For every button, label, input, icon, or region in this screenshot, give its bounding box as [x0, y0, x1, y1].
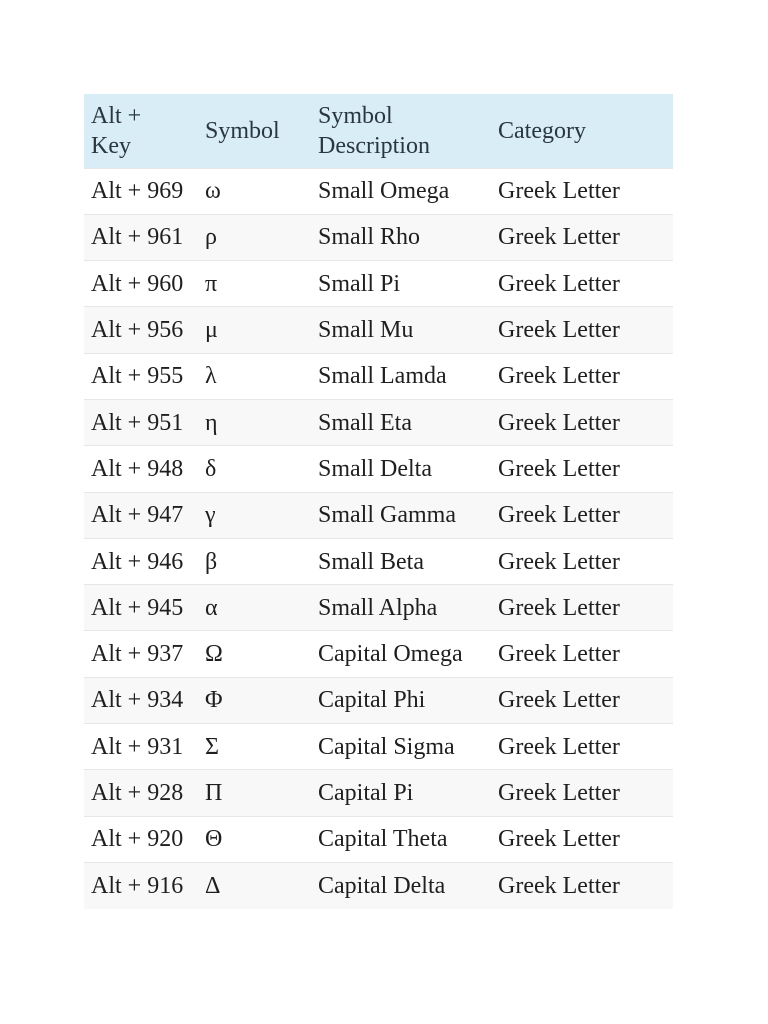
symbol-cell: λ [205, 363, 217, 390]
category-cell: Greek Letter [498, 687, 620, 714]
category-cell: Greek Letter [498, 872, 620, 899]
description-cell: Small Gamma [318, 502, 456, 529]
table-row [84, 168, 673, 214]
table-row [84, 353, 673, 399]
description-cell: Small Omega [318, 178, 450, 205]
symbol-cell: π [205, 270, 218, 297]
alt-key-cell: Alt + 937 [91, 641, 184, 668]
header-alt-key: Alt + Key [91, 102, 142, 159]
category-cell: Greek Letter [498, 409, 620, 436]
symbol-cell: β [205, 548, 218, 575]
category-cell: Greek Letter [498, 780, 620, 806]
description-cell: Small Pi [318, 270, 401, 297]
category-cell: Greek Letter [498, 270, 620, 297]
table-row [84, 307, 673, 353]
category-cell: Greek Letter [498, 548, 620, 575]
alt-key-cell: Alt + 934 [91, 687, 184, 714]
alt-key-cell: Alt + 955 [91, 363, 184, 390]
description-cell: Small Delta [318, 455, 432, 482]
table-row [84, 538, 673, 584]
symbol-cell: Π [205, 780, 223, 806]
table-row [84, 770, 673, 816]
table-row [84, 492, 673, 538]
description-cell: Capital Theta [318, 826, 448, 853]
alt-key-cell: Alt + 947 [91, 502, 184, 529]
alt-key-cell: Alt + 948 [91, 455, 184, 482]
category-cell: Greek Letter [498, 363, 620, 390]
symbol-cell: δ [205, 455, 217, 482]
alt-key-cell: Alt + 960 [91, 270, 184, 297]
category-cell: Greek Letter [498, 224, 620, 251]
symbol-cell: Δ [205, 872, 221, 899]
header-row [84, 94, 673, 168]
alt-key-cell: Alt + 951 [91, 409, 184, 436]
description-cell: Small Mu [318, 317, 414, 344]
symbol-cell: η [205, 409, 218, 436]
description-cell: Capital Delta [318, 872, 446, 899]
category-cell: Greek Letter [498, 733, 620, 760]
description-cell: Capital Omega [318, 641, 463, 668]
alt-key-cell: Alt + 931 [91, 733, 184, 760]
symbol-cell: Θ [205, 826, 223, 853]
header-symbol: Symbol [205, 117, 280, 144]
symbol-cell: Ω [205, 641, 223, 668]
table-row [84, 399, 673, 445]
category-cell: Greek Letter [498, 502, 620, 529]
table-header [84, 94, 673, 168]
category-cell: Greek Letter [498, 317, 620, 344]
category-cell: Greek Letter [498, 594, 620, 621]
table-row [84, 631, 673, 677]
description-cell: Small Lamda [318, 363, 447, 390]
alt-key-cell: Alt + 945 [91, 594, 184, 621]
header-symbol-description: Symbol Description [318, 102, 430, 159]
category-cell: Greek Letter [498, 455, 620, 482]
alt-code-table-container [84, 94, 673, 909]
symbol-cell: ρ [205, 224, 217, 251]
symbol-cell: Σ [205, 733, 219, 760]
table-row [84, 677, 673, 723]
table-row [84, 585, 673, 631]
category-cell: Greek Letter [498, 826, 620, 853]
table-row [84, 261, 673, 307]
table-row [84, 446, 673, 492]
description-cell: Small Rho [318, 224, 421, 251]
symbol-cell: γ [205, 502, 216, 529]
alt-code-table [84, 94, 673, 909]
category-cell: Greek Letter [498, 178, 620, 205]
description-cell: Capital Pi [318, 780, 414, 806]
description-cell: Capital Phi [318, 687, 426, 714]
description-cell: Small Alpha [318, 594, 438, 621]
table-row [84, 724, 673, 770]
symbol-cell: α [205, 594, 218, 621]
alt-key-cell: Alt + 928 [91, 780, 184, 806]
table-row [84, 214, 673, 260]
alt-key-cell: Alt + 946 [91, 548, 184, 575]
symbol-cell: Φ [205, 687, 223, 714]
header-category: Category [498, 117, 586, 144]
alt-key-cell: Alt + 956 [91, 317, 184, 344]
table-row [84, 816, 673, 862]
alt-key-cell: Alt + 916 [91, 872, 184, 899]
alt-key-cell: Alt + 920 [91, 826, 184, 853]
symbol-cell: ω [205, 178, 221, 205]
alt-key-cell: Alt + 961 [91, 224, 184, 251]
description-cell: Capital Sigma [318, 733, 455, 760]
alt-key-cell: Alt + 969 [91, 178, 184, 205]
symbol-cell: μ [205, 317, 218, 344]
table-row [84, 862, 673, 908]
table-body [84, 168, 673, 909]
description-cell: Small Beta [318, 548, 424, 575]
description-cell: Small Eta [318, 409, 412, 436]
category-cell: Greek Letter [498, 641, 620, 668]
